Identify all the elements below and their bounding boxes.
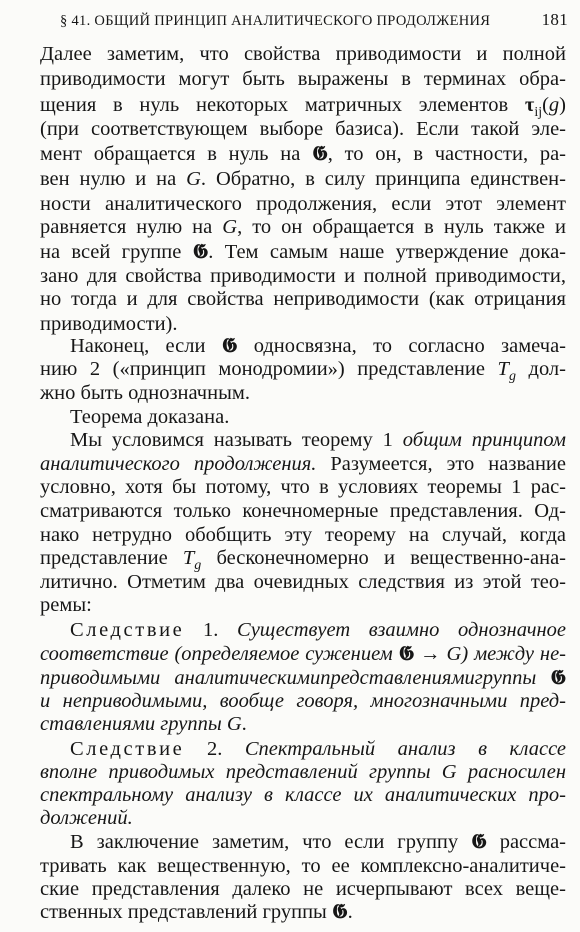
text-segment: Следствие: [70, 738, 185, 760]
text-segment: , то он, в частности, ра-: [327, 143, 566, 165]
text-segment: Существует взаимно однозначное: [237, 619, 566, 641]
text-segment: 𝕲: [331, 901, 348, 923]
text-segment: . Тем самым наше утверждение дока-: [208, 241, 566, 263]
text-segment: Разумеется, это название: [316, 453, 566, 475]
text-segment: G: [222, 216, 238, 238]
text-segment: мент обращается в нуль на: [40, 143, 313, 165]
text-line: [40, 667, 566, 689]
text-segment: щения в нуль некоторых матричных элементов: [40, 94, 525, 116]
text-segment: Наконец, если: [70, 335, 222, 357]
text-segment: Далее заметим, что свойства приводимости и полной: [40, 43, 566, 65]
text-segment: →: [414, 643, 447, 665]
text-segment: должений.: [40, 807, 133, 829]
text-segment: нию 2 («принцип монодромии») представление: [40, 358, 498, 380]
text-segment: 2.: [184, 738, 245, 760]
text-segment: и неприводимыми, вообще говоря, многозначными пред-: [40, 690, 566, 712]
text-line: [40, 476, 566, 498]
text-line: [40, 143, 566, 165]
text-segment: .: [241, 713, 247, 735]
text-segment: g: [508, 369, 516, 385]
text-line: [40, 216, 566, 238]
text-line: [40, 500, 566, 522]
text-line: [40, 453, 566, 475]
text-segment: 𝕲: [471, 831, 487, 853]
text-segment: аналитического продолжения.: [40, 453, 317, 475]
text-line: [40, 643, 566, 665]
text-segment: тривать как вещественную, то ее комплексно-аналитиче-: [40, 855, 566, 877]
text-segment: соответствие (определяемое сужением: [40, 643, 399, 665]
text-segment: 𝕲: [221, 335, 238, 357]
text-segment: дол-: [515, 358, 566, 380]
text-segment: но тогда и для свойства неприводимости (как отрицания: [40, 288, 566, 310]
text-line: [40, 193, 566, 215]
text-segment: на всей группе: [40, 241, 193, 263]
text-segment: 𝕲: [312, 143, 328, 165]
text-segment: ставлениями группы: [40, 713, 227, 735]
text-segment: g: [194, 558, 202, 574]
text-line: [70, 831, 566, 853]
text-segment: рассма-: [486, 831, 567, 853]
section-title: § 41. ОБЩИЙ ПРИНЦИП АНАЛИТИЧЕСКОГО ПРОДОЛЖЕНИЯ: [60, 13, 491, 29]
text-segment: жно быть однозначным.: [40, 382, 250, 404]
text-segment: G: [226, 713, 242, 735]
text-line: [40, 288, 566, 310]
text-segment: приводимыми аналитическимипредставлениямигруппы: [40, 667, 551, 689]
text-line: [40, 118, 566, 140]
text-segment: G: [446, 643, 462, 665]
text-segment: 𝕲: [192, 241, 209, 263]
running-header: [60, 10, 568, 32]
text-line: [70, 335, 566, 357]
text-segment: ские представления далеко не исчерпывают всех веще-: [40, 878, 566, 900]
text-line: [40, 382, 566, 404]
text-segment: бесконечномерно и вещественно-ана-: [201, 547, 566, 569]
text-segment: ): [559, 94, 566, 116]
text-segment: нако нетрудно обобщить эту теорему на случай, когда: [40, 524, 566, 546]
text-segment: приводимости).: [40, 313, 178, 335]
text-segment: .: [347, 901, 353, 923]
text-segment: общим принципом: [402, 429, 566, 451]
text-segment: Следствие: [70, 619, 185, 641]
text-segment: ij: [534, 105, 543, 121]
text-segment: литично. Отметим два очевидных следствия из этой тео-: [40, 571, 566, 593]
text-segment: ности аналитического продолжения, если этот элемент: [40, 193, 566, 215]
text-segment: приводимости могут быть выражены в терминах обра-: [40, 68, 566, 90]
text-segment: G: [186, 168, 201, 190]
text-segment: T: [182, 547, 195, 569]
text-line: [40, 547, 566, 574]
text-segment: g: [548, 94, 560, 116]
text-segment: (при соответствующем выборе базиса). Если такой эле-: [40, 118, 566, 140]
text-line: [40, 878, 566, 900]
text-line: [40, 241, 566, 263]
text-segment: T: [497, 358, 509, 380]
text-segment: Теорема доказана.: [70, 406, 230, 428]
text-line: [40, 713, 566, 735]
text-segment: вполне приводимых представлений группы G расносилен: [40, 761, 566, 783]
text-line: [40, 594, 566, 616]
text-segment: зано для свойства приводимости и полной приводимости,: [40, 265, 566, 287]
text-segment: 𝕲: [398, 643, 415, 665]
text-line: [40, 855, 566, 877]
text-line: [40, 761, 566, 783]
text-segment: Спектральный анализ в классе: [244, 738, 566, 760]
text-segment: , то он обращается в нуль также и: [237, 216, 567, 238]
text-line: [40, 524, 566, 546]
text-segment: . Обратно, в силу принципа единствен-: [200, 168, 566, 190]
text-line: [70, 619, 566, 641]
text-segment: равняется нулю на: [40, 216, 223, 238]
text-line: [40, 265, 566, 287]
text-segment: ремы:: [40, 594, 92, 616]
text-line: [40, 571, 566, 593]
text-line: [70, 738, 566, 760]
text-line: [40, 94, 566, 121]
text-segment: Мы условимся называть теорему 1: [70, 429, 403, 451]
text-segment: (: [542, 94, 549, 116]
text-segment: односвязна, то согласно замеча-: [237, 335, 566, 357]
text-segment: 1.: [184, 619, 238, 641]
text-segment: τ: [524, 94, 535, 116]
text-segment: ственных представлений группы: [40, 901, 332, 923]
text-segment: В заключение заметим, что если группу: [70, 831, 472, 853]
text-segment: условно, хотя бы потому, что в условиях теоремы 1 рас-: [40, 476, 566, 498]
text-segment: представление: [40, 547, 183, 569]
text-line: [70, 406, 566, 428]
text-segment: 𝕲: [550, 667, 566, 689]
text-line: [40, 690, 566, 712]
text-line: [40, 901, 566, 923]
text-line: [40, 68, 566, 90]
text-segment: спектральному анализу в классе их аналитических про-: [40, 784, 566, 806]
text-line: [40, 358, 566, 385]
text-line: [40, 168, 566, 190]
text-line: [40, 43, 566, 65]
text-line: [70, 429, 566, 451]
text-segment: ) между не-: [461, 643, 566, 665]
text-segment: вен нулю и на: [40, 168, 187, 190]
text-line: [40, 807, 566, 829]
text-segment: сматриваются только конечномерные представления. Од-: [40, 500, 566, 522]
text-line: [40, 313, 566, 335]
page-number: 181: [541, 10, 568, 29]
text-line: [40, 784, 566, 806]
